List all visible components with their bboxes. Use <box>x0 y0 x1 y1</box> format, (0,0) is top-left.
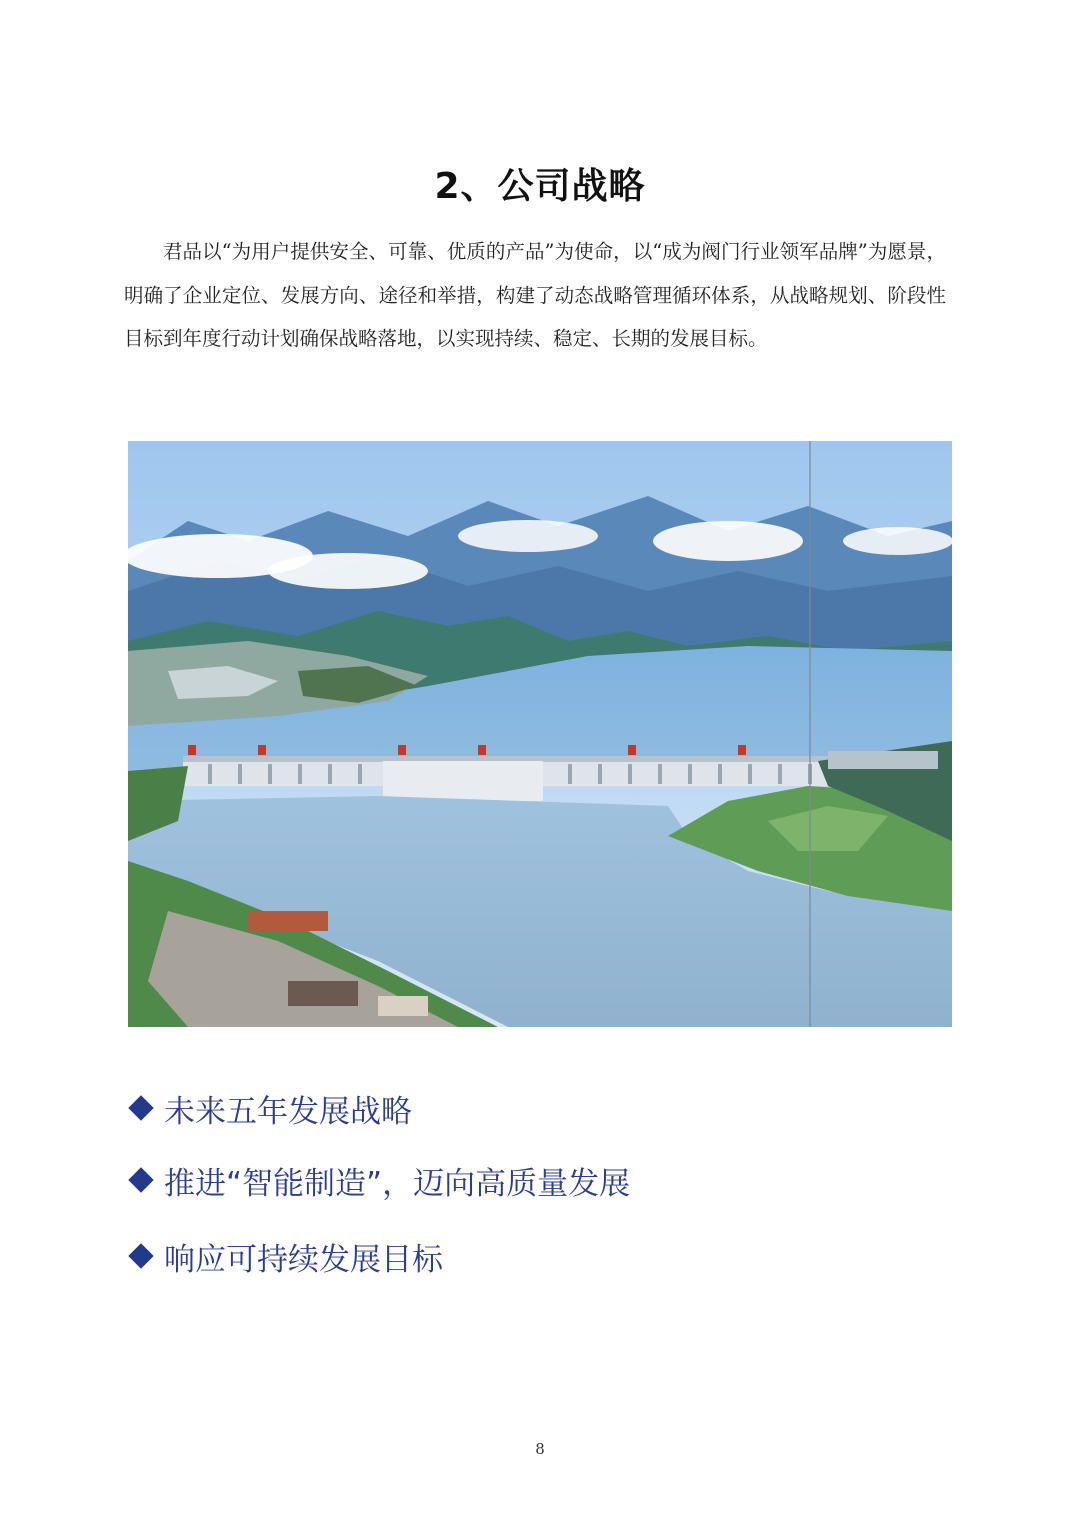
diamond-icon <box>128 1243 153 1268</box>
bullet-item-smart-manufacturing <box>126 1154 630 1206</box>
page-number: 8 <box>535 1440 545 1458</box>
diamond-icon <box>128 1095 153 1120</box>
strategy-paragraph: 君品以“为用户提供安全、可靠、优质的产品”为使命，以“成为阀门行业领军品牌”为愿景，明确了企业定位、发展方向、途径和举措，构建了动态战略管理循环体系，从战略规划、阶段性目标到年度行动计划确保战略落地，以实现持续、稳定、长期的发展目标。 <box>124 240 946 350</box>
diamond-icon <box>128 1167 153 1192</box>
bullet-item-sustainable-goals <box>126 1230 443 1282</box>
bullet-item-five-year-strategy <box>126 1082 412 1134</box>
bullet-label: 未来五年发展战略 <box>164 1093 412 1130</box>
bullet-label: 响应可持续发展目标 <box>164 1241 443 1278</box>
dam-aerial-photo <box>128 441 952 1027</box>
page-title: 2、公司战略 <box>434 166 646 207</box>
bullet-label: 推进“智能制造”，迈向高质量发展 <box>164 1165 631 1202</box>
